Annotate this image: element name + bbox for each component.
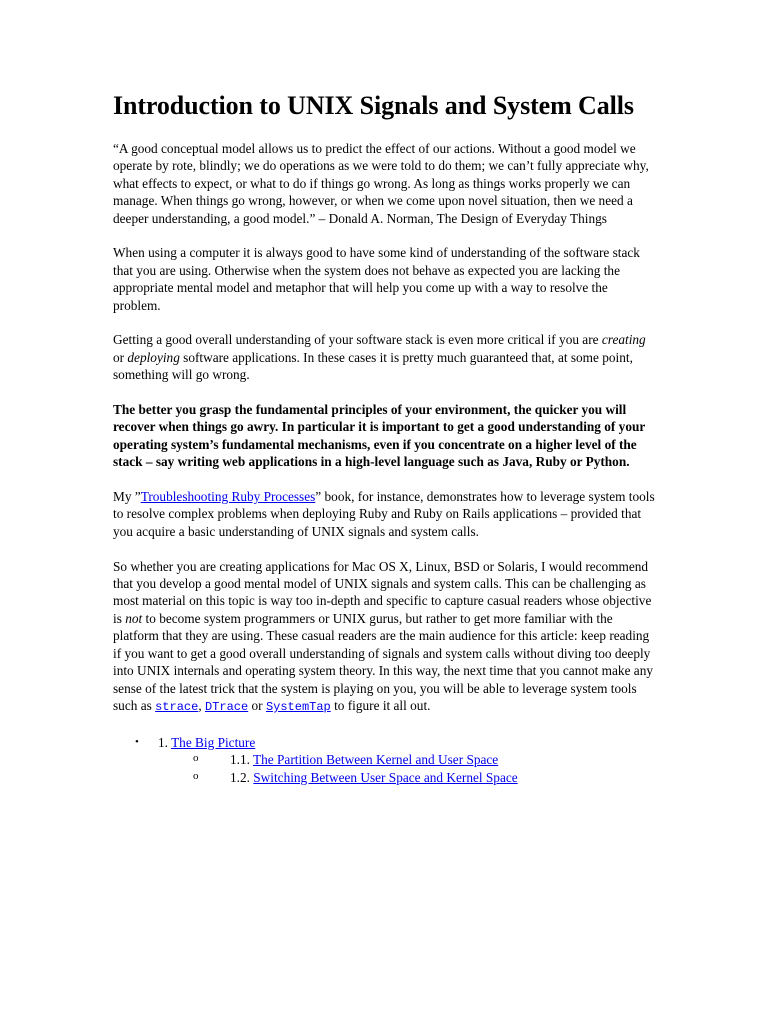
table-of-contents [113,734,658,786]
audience-paragraph-text-c: to figure it all out. [330,697,431,713]
dtrace-code: DTrace [204,699,249,714]
stack-paragraph [113,331,658,383]
toc-sublist [158,751,658,786]
book-paragraph-text-b: ” book, for instance, demonstrates how to leverage system tools to resolve complex problems when deploying Ruby and Ruby on Rails applications – provided that you acquire a basic understanding of UNIX signals and system calls. [113,489,655,539]
audience-paragraph [113,558,658,717]
document-page [113,88,658,786]
epigraph-quote: “A good conceptual model allows us to predict the effect of our actions. Without a good model we operate by rote, blindly; we do operations as we were told to do them; we can’t fully appreciate why, what effects to expect, or what to do if things go wrong. As long as things works properly we can manage. When things go wrong, however, or when we come upon novel situation, then we need a deeper understanding, a good model.” – Donald A. Norman, The Design of Everyday Things [113,141,649,226]
bullet-icon: • [135,735,139,748]
audience-paragraph-text-b: to become system programmers or UNIX gurus, but rather to get more familiar with the platform that they are using. These casual readers are the main audience for this article: keep reading if you want to get a good overall understanding of signals and system calls without diving too deeply into UNIX internals and operating system theory. In this way, the next time that you cannot make any sense of the latest trick that the system is playing on you, you will be able to leverage system tools such as [113,610,653,713]
intro-paragraph: When using a computer it is always good to have some kind of understanding of the software stack that you are using. Otherwise when the system does not behave as expected you are lacking the appropriate mental model and metaphor that will help you come up with a way to resolve the problem. [113,245,640,313]
emphasis-deploying: deploying [127,349,180,365]
toc-subitem-number: 1.2. [230,769,254,785]
emphasis-creating: creating [601,332,646,348]
strace-link[interactable] [155,698,198,713]
toc-subitem [158,751,658,768]
audience-paragraph-text-a: So whether you are creating applications for Mac OS X, Linux, BSD or Solaris, I would recommend that you develop a good mental model of UNIX signals and system calls. This can be challenging as most material on this topic is way too in-depth and specific to capture casual readers whose objective is [113,558,652,626]
tools-separator-2: or [248,697,266,713]
systemtap-code: SystemTap [265,699,331,714]
toc-subitem-number: 1.1. [230,752,254,768]
article-title: Introduction to UNIX Signals and System Calls [113,91,634,120]
toc-item [113,734,658,786]
toc-subitem [158,769,658,786]
systemtap-link[interactable] [266,698,331,713]
key-point-paragraph: The better you grasp the fundamental principles of your environment, the quicker you will recover when things go awry. In particular it is important to get a good understanding of your operating system’s fundamental mechanisms, even if you concentrate on a higher level of the stack – say writing web applications in a high-level language such as Java, Ruby or Python. [113,402,646,470]
strace-code: strace [155,699,199,714]
tools-separator-1: , [198,697,205,713]
dtrace-link[interactable] [205,698,248,713]
toc-link-kernel-user-partition[interactable]: The Partition Between Kernel and User Space [253,752,499,768]
stack-paragraph-text-a: Getting a good overall understanding of your software stack is even more critical if you are [113,332,602,348]
stack-paragraph-text-c: software applications. In these cases it is pretty much guaranteed that, at some point, something will go wrong. [113,349,633,383]
toc-link-big-picture[interactable]: The Big Picture [171,734,256,750]
sub-bullet-icon: o [193,752,199,765]
book-paragraph [113,488,658,540]
emphasis-not: not [125,610,143,626]
stack-paragraph-text-b: or [113,349,128,365]
toc-item-number: 1. [158,734,172,750]
toc-link-switching-spaces[interactable]: Switching Between User Space and Kernel Space [253,769,518,785]
book-paragraph-text-a: My ” [113,489,141,505]
sub-bullet-icon: o [193,769,199,782]
book-link[interactable]: Troubleshooting Ruby Processes [140,489,316,505]
